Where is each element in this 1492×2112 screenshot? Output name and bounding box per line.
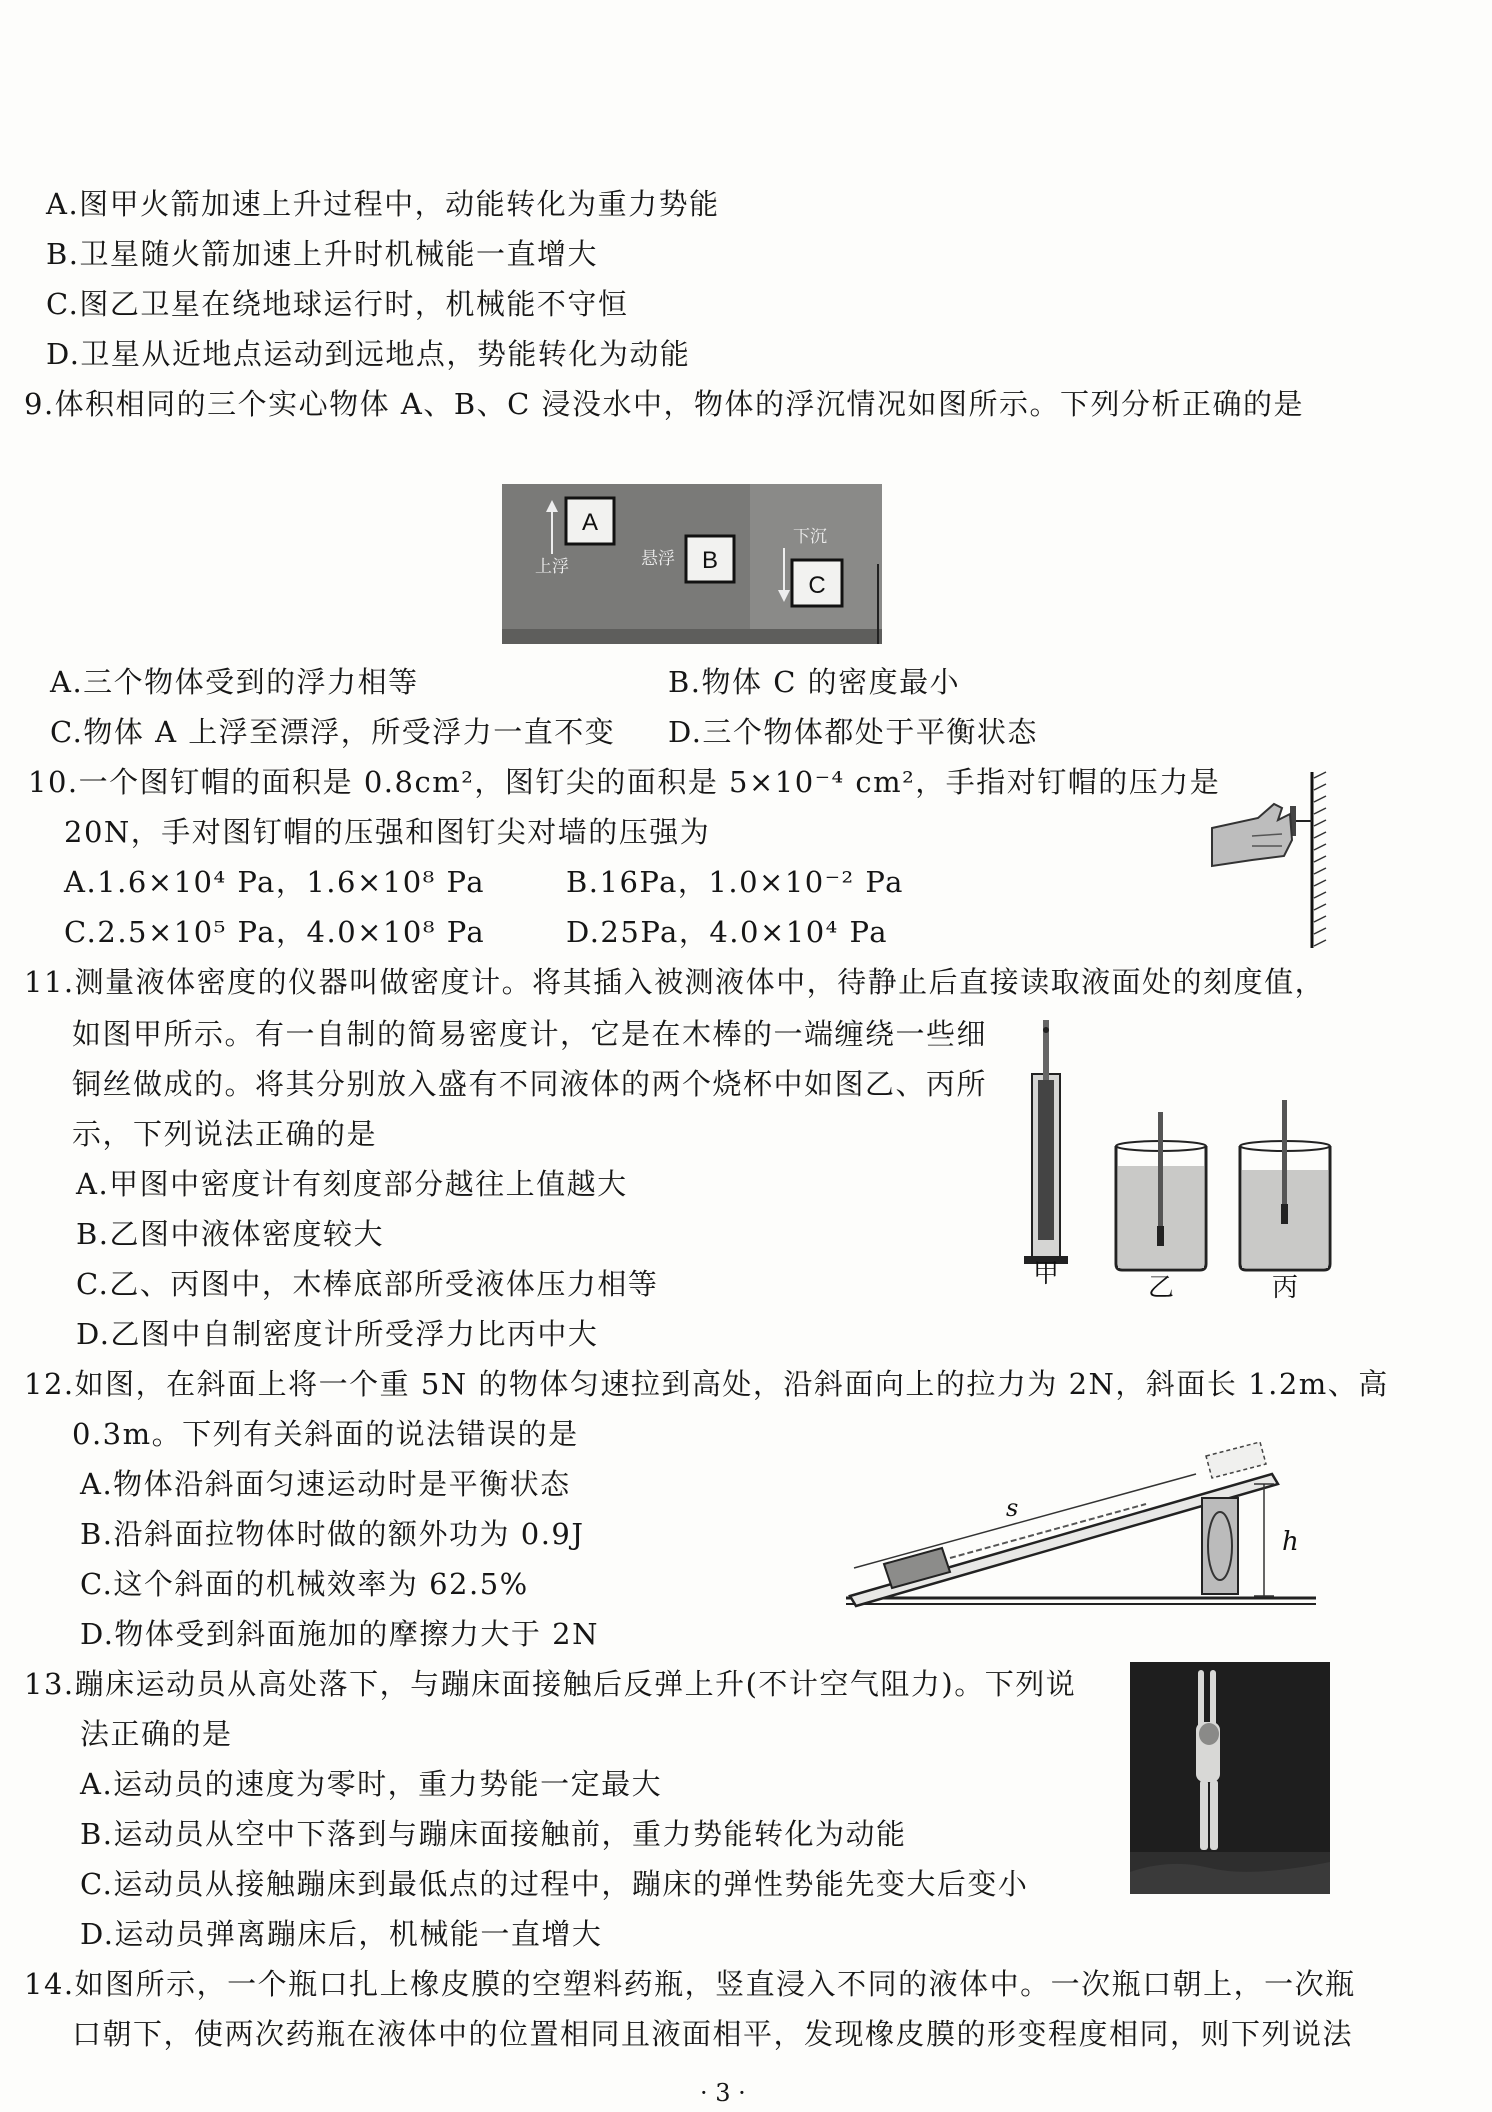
q10-stem-line2: 20N，手对图钉帽的压强和图钉尖对墙的压强为 [64, 815, 711, 849]
object-top [1206, 1442, 1266, 1478]
q10-option-d: D.25Pa，4.0×10⁴ Pa [566, 915, 888, 949]
q8-option-c: C.图乙卫星在绕地球运行时，机械能不守恒 [46, 287, 629, 321]
q9-option-a: A.三个物体受到的浮力相等 [50, 665, 419, 699]
q9-stem: 9.体积相同的三个实心物体 A、B、C 浸没水中，物体的浮沉情况如图所示。下列分析正确的是 [24, 387, 1305, 421]
q10-option-a: A.1.6×10⁴ Pa，1.6×10⁸ Pa [64, 865, 485, 899]
q9-option-c: C.物体 A 上浮至漂浮，所受浮力一直不变 [50, 715, 616, 749]
q13-trampoline-photo [1130, 1662, 1330, 1894]
label-s: s [1006, 1494, 1019, 1522]
q11-stem-line3: 铜丝做成的。将其分别放入盛有不同液体的两个烧杯中如图乙、丙所 [72, 1067, 988, 1101]
q14-stem-line1: 14.如图所示，一个瓶口扎上橡皮膜的空塑料药瓶，竖直浸入不同的液体中。一次瓶口朝上，一次瓶 [24, 1967, 1356, 2001]
q10-stem-line1: 10.一个图钉帽的面积是 0.8cm²，图钉尖的面积是 5×10⁻⁴ cm²，手指对钉帽的压力是 [28, 765, 1221, 799]
label-bing: 丙 [1271, 1273, 1299, 1303]
hand [1212, 804, 1292, 866]
q12-stem-line1: 12.如图，在斜面上将一个重 5N 的物体匀速拉到高处，沿斜面向上的拉力为 2N，斜面长 1.2m、高 [24, 1367, 1389, 1401]
q11-stem-line2: 如图甲所示。有一自制的简易密度计，它是在木棒的一端缠绕一些细 [72, 1017, 988, 1051]
page-number: · 3 · [700, 2079, 746, 2107]
q8-option-b: B.卫星随火箭加速上升时机械能一直增大 [46, 237, 599, 271]
box-a-label: A [581, 509, 599, 536]
q8-option-a: A.图甲火箭加速上升过程中，动能转化为重力势能 [46, 187, 720, 221]
q9-option-d: D.三个物体都处于平衡状态 [668, 715, 1038, 749]
q12-stem-line2: 0.3m。下列有关斜面的说法错误的是 [72, 1417, 579, 1451]
q11-figure [1010, 1020, 1340, 1304]
q12-option-a: A.物体沿斜面匀速运动时是平衡状态 [80, 1467, 571, 1501]
q8-option-d: D.卫星从近地点运动到远地点，势能转化为动能 [46, 337, 691, 371]
q13-stem-line1: 13.蹦床运动员从高处落下，与蹦床面接触后反弹上升(不计空气阻力)。下列说 [24, 1667, 1077, 1701]
q11-option-d: D.乙图中自制密度计所受浮力比丙中大 [76, 1317, 599, 1351]
q13-option-c: C.运动员从接触蹦床到最低点的过程中，蹦床的弹性势能先变大后变小 [80, 1867, 1029, 1901]
q12-option-b: B.沿斜面拉物体时做的额外功为 0.9J [80, 1517, 585, 1551]
q13-option-d: D.运动员弹离蹦床后，机械能一直增大 [80, 1917, 603, 1951]
label-yi: 乙 [1147, 1273, 1175, 1303]
q12-incline-figure [846, 1428, 1326, 1610]
q9-figure [502, 484, 882, 646]
q12-option-c: C.这个斜面的机械效率为 62.5% [80, 1567, 529, 1601]
q9-option-b: B.物体 C 的密度最小 [668, 665, 961, 699]
label-jia: 甲 [1032, 1259, 1060, 1289]
q13-stem-line2: 法正确的是 [80, 1717, 233, 1751]
q11-stem-line4: 示，下列说法正确的是 [72, 1117, 378, 1151]
q10-option-b: B.16Pa，1.0×10⁻² Pa [566, 865, 904, 899]
q11-option-b: B.乙图中液体密度较大 [76, 1217, 385, 1251]
label-up: 上浮 [535, 557, 569, 577]
q14-stem-line2: 口朝下，使两次药瓶在液体中的位置相同且液面相平，发现橡皮膜的形变程度相同，则下列说法 [72, 2017, 1354, 2051]
q10-option-c: C.2.5×10⁵ Pa，4.0×10⁸ Pa [64, 915, 486, 949]
label-suspend: 悬浮 [641, 549, 675, 569]
label-h: h [1282, 1527, 1299, 1557]
box-b-label: B [701, 547, 719, 574]
q10-thumbtack-figure [1208, 770, 1332, 950]
stick-yi [1158, 1112, 1163, 1246]
q11-option-c: C.乙、丙图中，木棒底部所受液体压力相等 [76, 1267, 659, 1301]
q12-option-d: D.物体受到斜面施加的摩擦力大于 2N [80, 1617, 599, 1651]
q13-option-a: A.运动员的速度为零时，重力势能一定最大 [80, 1767, 663, 1801]
label-sink: 下沉 [793, 527, 827, 547]
q13-option-b: B.运动员从空中下落到与蹦床面接触前，重力势能转化为动能 [80, 1817, 907, 1851]
q11-stem-line1: 11.测量液体密度的仪器叫做密度计。将其插入被测液体中，待静止后直接读取液面处的刻度值， [24, 965, 1326, 999]
q11-option-a: A.甲图中密度计有刻度部分越往上值越大 [76, 1167, 628, 1201]
box-c-label: C [808, 572, 826, 599]
hydrometer-body [1038, 1080, 1054, 1240]
